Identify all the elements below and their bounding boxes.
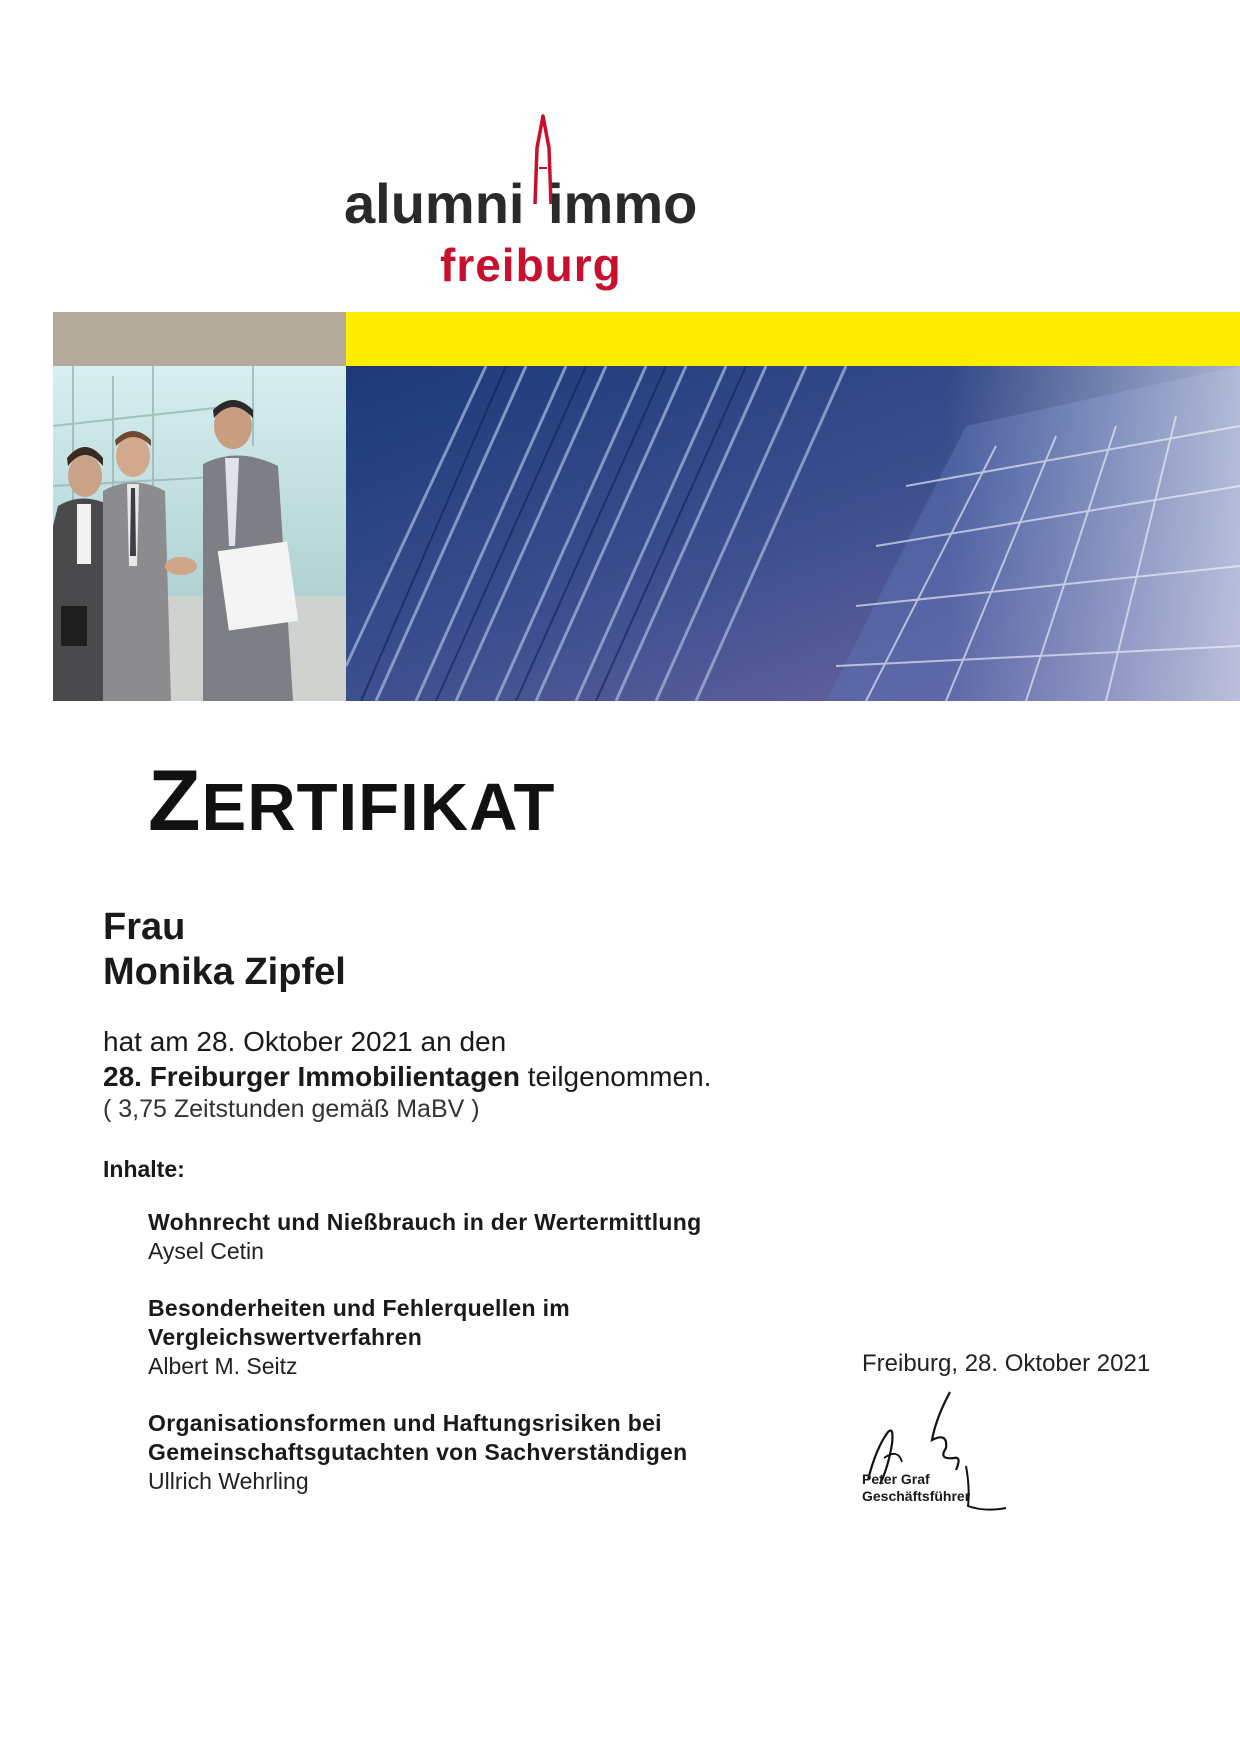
business-people-photo — [53, 366, 346, 701]
topic-title: Organisationsformen und Haftungsrisiken bei — [148, 1410, 662, 1436]
yellow-header-bar — [346, 312, 1240, 366]
attendance-line — [103, 1063, 711, 1091]
logo-word-alumni: alumni — [344, 172, 525, 235]
grey-header-bar — [53, 312, 346, 366]
topic-title: Besonderheiten und Fehlerquellen im — [148, 1295, 571, 1321]
topic-title: Wohnrecht und Nießbrauch in der Wertermittlung — [148, 1209, 702, 1235]
event-name: 28. Freiburger Immobilientagen — [103, 1061, 520, 1092]
attendance-suffix: teilgenommen. — [519, 1061, 712, 1092]
signer-role: Geschäftsführer — [862, 1488, 971, 1504]
place-date: Freiburg, 28. Oktober 2021 — [862, 1350, 1151, 1377]
topic-speaker: Albert M. Seitz — [148, 1353, 298, 1379]
recipient-salutation: Frau — [103, 906, 186, 948]
signature-block — [858, 1388, 1018, 1518]
recipient-name: Monika Zipfel — [103, 951, 346, 993]
credit-hours: ( 3,75 Zeitstunden gemäß MaBV ) — [103, 1095, 480, 1123]
alumni-immo-logo — [340, 108, 740, 298]
topic-speaker: Ullrich Wehrling — [148, 1468, 309, 1494]
signer-name: Peter Graf — [862, 1471, 930, 1487]
topic-title: Gemeinschaftsgutachten von Sachverständigen — [148, 1439, 688, 1465]
attendance-intro: hat am 28. Oktober 2021 an den — [103, 1026, 507, 1057]
title-initial: Z — [148, 753, 202, 849]
logo-word-freiburg: freiburg — [440, 239, 622, 291]
topic-item — [148, 1294, 788, 1381]
logo-word-immo: immo — [548, 172, 698, 235]
topic-title: Vergleichswertverfahren — [148, 1324, 423, 1350]
topic-item — [148, 1208, 788, 1266]
glass-building-photo — [346, 366, 1240, 701]
topic-item — [148, 1409, 788, 1496]
contents-heading: Inhalte: — [103, 1156, 185, 1182]
topic-speaker: Aysel Cetin — [148, 1238, 264, 1264]
certificate-title — [148, 753, 556, 849]
title-rest: ERTIFIKAT — [201, 770, 556, 845]
